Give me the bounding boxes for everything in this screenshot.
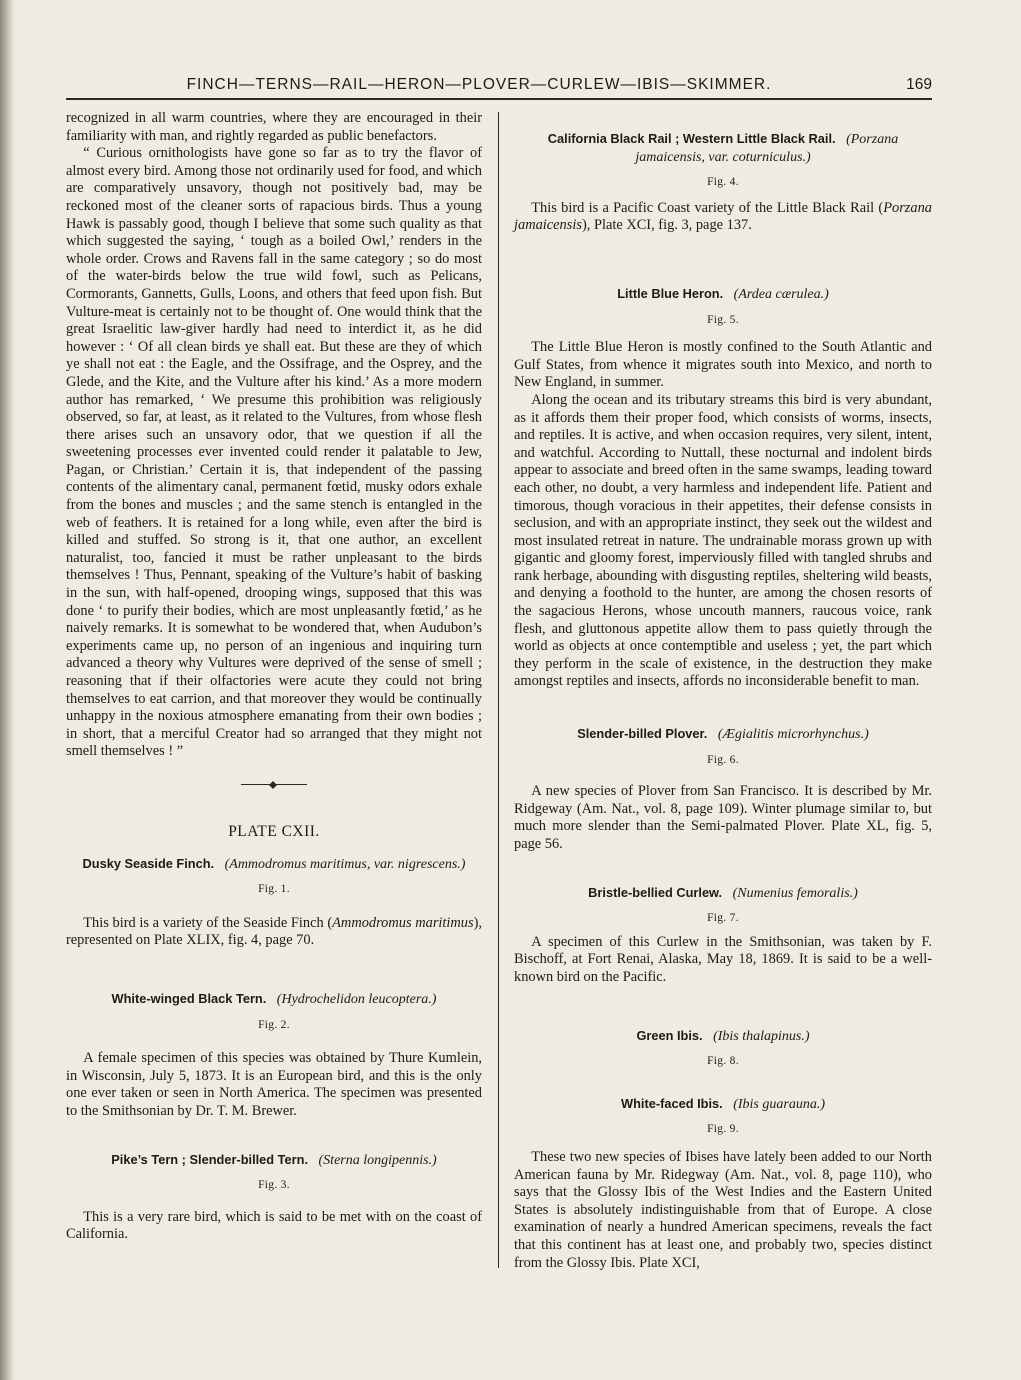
figure-label: Fig. 5. [707, 313, 739, 326]
common-name: White-winged Black Tern. [111, 990, 267, 1006]
latin-name: (Numenius femoralis.) [732, 885, 858, 901]
entry-heading [514, 725, 932, 744]
running-header [66, 76, 932, 98]
latin-name: (Ibis thalapinus.) [713, 1028, 810, 1044]
entry-text: These two new species of Ibises have lately been added to our North American fauna by Mr. Ridegway (Am. Nat., vol. 8, page 110), who says that the Glossy Ibis of the West Indies and the Eastern United States is absolutely indistinguishable from that of Europe. A close examination of nearly a hundred American specimens, reveals the fact that this continent has at least one, and probably two, species distinct from the Glossy Ibis. Plate XCI, [514, 1148, 932, 1271]
latin-name: (Ibis guarauna.) [733, 1096, 825, 1112]
latin-name: (Sterna longipennis.) [318, 1152, 437, 1168]
figure-label: Fig. 7. [707, 912, 739, 925]
entry-text: Along the ocean and its tributary streams this bird is very abundant, as it affords them their proper food, which consists of worms, insects, and reptiles. It is active, and when occasion requires, very silent, intent, and watchful. According to Nuttall, these nocturnal and indolent birds appear to associate and breed often in the same swamps, leading toward each other, no doubt, a very harmless and independent life. Patient and timorous, though voracious in their appetites, their defense consists in seclusion, and with an appropriate instinct, they seek out the wildest and most insulated retreat in nature. The undrainable morass grown up with gigantic and gloomy forest, imperviously filled with tangled shrubs and rank herbage, abounding with disgusting reptiles, sheltering wild beasts, and denying a foothold to the hunter, are among the chosen resorts of the sagacious Herons, whose uncouth manners, raucous voice, rank flesh, and gluttonous appetite allow them to pass quietly through the world as objects at once contemptible and useless ; yet, the part which they perform in the scale of existence, in the destruction they make amongst reptiles and insects, affords no inconsiderable benefit to man. [514, 391, 932, 690]
column-divider [498, 112, 499, 1268]
figure-label: Fig. 9. [707, 1123, 739, 1136]
entry-text: The Little Blue Heron is mostly confined to the South Atlantic and Gulf States, from whence it migrates south into Mexico, and north to New England, in summer. [514, 339, 932, 391]
common-name: Pike’s Tern ; Slender-billed Tern. [111, 1151, 309, 1167]
common-name: Slender-billed Plover. [577, 726, 708, 742]
common-name: Bristle-bellied Curlew. [588, 884, 723, 900]
entry-heading [66, 1151, 482, 1170]
entry-text: This is a very rare bird, which is said to be met with on the coast of California. [66, 1208, 482, 1243]
page-number: 169 [906, 76, 932, 93]
header-rule [66, 98, 932, 100]
figure-label: Fig. 4. [707, 176, 739, 189]
page-edge-shadow [0, 0, 14, 1380]
entry-heading [66, 855, 482, 874]
paragraph: recognized in all warm countries, where they are encouraged in their familiarity with man, and rightly regarded as public benefactors. [66, 110, 482, 144]
latin-name: (Ægialitis microrhynchus.) [717, 727, 869, 743]
entry-heading [514, 884, 932, 903]
figure-label: Fig. 1. [258, 883, 290, 896]
entry-text: A specimen of this Curlew in the Smithsonian, was taken by F. Bischoff, at Fort Renai, Alaska, May 18, 1869. It is said to be a well-known bird on the Pacific. [514, 933, 932, 985]
entry-text: A new species of Plover from San Francisco. It is described by Mr. Ridgeway (Am. Nat., vol. 8, page 109). Winter plumage similar to, but much more slender than the Semi-palmated Plover. Plate XL, fig. 5, page 56. [514, 783, 932, 852]
entry-text: This bird is a Pacific Coast variety of the Little Black Rail (Porzana jamaicensis), Plate XCI, fig. 3, page 137. [514, 199, 932, 234]
plate-title: PLATE CXII. [228, 822, 320, 840]
common-name: Green Ibis. [636, 1027, 703, 1043]
paragraph: “ Curious ornithologists have gone so far as to try the flavor of almost every bird. Among those not ordinarily used for food, and which are comparatively unsavory, though not positively bad, may be reckoned most of the cleaner sorts of rapacious birds. Thus a young Hawk is passably good, though I believe that some such quality as that which suggested the saying, ‘ tough as a boiled Owl,’ renders in the whole order. Crows and Ravens fall in the same category ; so do most of the water-birds below the true wild fowl, such as Pelicans, Cormorants, Gannetts, Gulls, Loons, and others that feed upon fish. But Vulture-meat is certainly not to be thought of. One would think that the great Israelitic law-giver hardly had need to interdict it, as he did however : ‘ Of all clean birds ye shall eat. But these are they of which ye shall not eat : the Eagle, and the Ossifrage, and the Osprey, and the Glede, and the Kite, and the Vulture after his kind.’ As a more modern author has remarked, ‘ We presume this prohibition was religiously observed, so far, at least, as it related to the Vultures, from whose flesh there arises such an unsavory odor, that we question if all the sweetening processes ever invented could render it palatable to Jew, Pagan, or Christian.’ Certain it is, that independent of the passing contents of the alimentary canal, permanent fœtid, musky odors exhale from the bones and muscles ; and the same stench is entangled in the web of feathers. It is retained for a long while, even after the bird is killed and stuffed. So strong is it, that one author, an excellent naturalist, too, fancied it must be rather unpleasant to the birds themselves ! Thus, Pennant, speaking of the Vulture’s habit of basking in the sun, with half-opened, drooping wings, supposed that this was done ‘ to purify their bodies, which are most unpleasantly fœtid,’ as he naively remarks. It is somewhat to be wondered that, when Audubon’s experiments came up, no person of an ingenious and inquiring turn advanced a theory why Vultures were deprived of the sense of smell ; reasoning that if their olfactories were acute they could not bring themselves to eat carrion, and that moreover they would be continually unhappy in the noxious atmosphere emanating from their own bodies ; in short, that a merciful Creator had so arranged that they might not smell themselves ! ” [66, 145, 482, 760]
entry-heading [514, 130, 932, 166]
section-ornament [241, 781, 307, 789]
figure-label: Fig. 3. [258, 1179, 290, 1192]
entry-heading [514, 1027, 932, 1046]
entry-heading [514, 285, 932, 304]
latin-name: (Ammodromus maritimus, var. nigrescens.) [224, 856, 466, 872]
left-column [66, 110, 482, 1244]
entry-heading [514, 1095, 932, 1114]
figure-label: Fig. 8. [707, 1055, 739, 1068]
common-name: White-faced Ibis. [621, 1095, 723, 1111]
figure-label: Fig. 2. [258, 1018, 290, 1031]
running-title: FINCH—TERNS—RAIL—HERON—PLOVER—CURLEW—IBIS—SKIMMER. [186, 76, 772, 93]
entry-text: A female specimen of this species was obtained by Thure Kumlein, in Wisconsin, July 5, 1873. It is an European bird, and this is the only one ever taken or seen in North America. The specimen was presented to the Smithsonian by Dr. T. M. Brewer. [66, 1050, 482, 1119]
common-name: California Black Rail ; Western Little Black Rail. [547, 131, 836, 146]
latin-name: (Hydrochelidon leucoptera.) [276, 991, 437, 1007]
entry-text: This bird is a variety of the Seaside Finch (Ammodromus maritimus), represented on Plate XLIX, fig. 4, page 70. [66, 914, 482, 949]
entry-heading [66, 990, 482, 1009]
figure-label: Fig. 6. [707, 753, 739, 766]
right-column [514, 110, 932, 1272]
latin-name: (Ardea cærulea.) [733, 286, 829, 302]
common-name: Dusky Seaside Finch. [82, 855, 215, 871]
latin-name: (Porzana jamaicensis, var. coturniculus.) [635, 132, 899, 165]
common-name: Little Blue Heron. [617, 285, 724, 301]
